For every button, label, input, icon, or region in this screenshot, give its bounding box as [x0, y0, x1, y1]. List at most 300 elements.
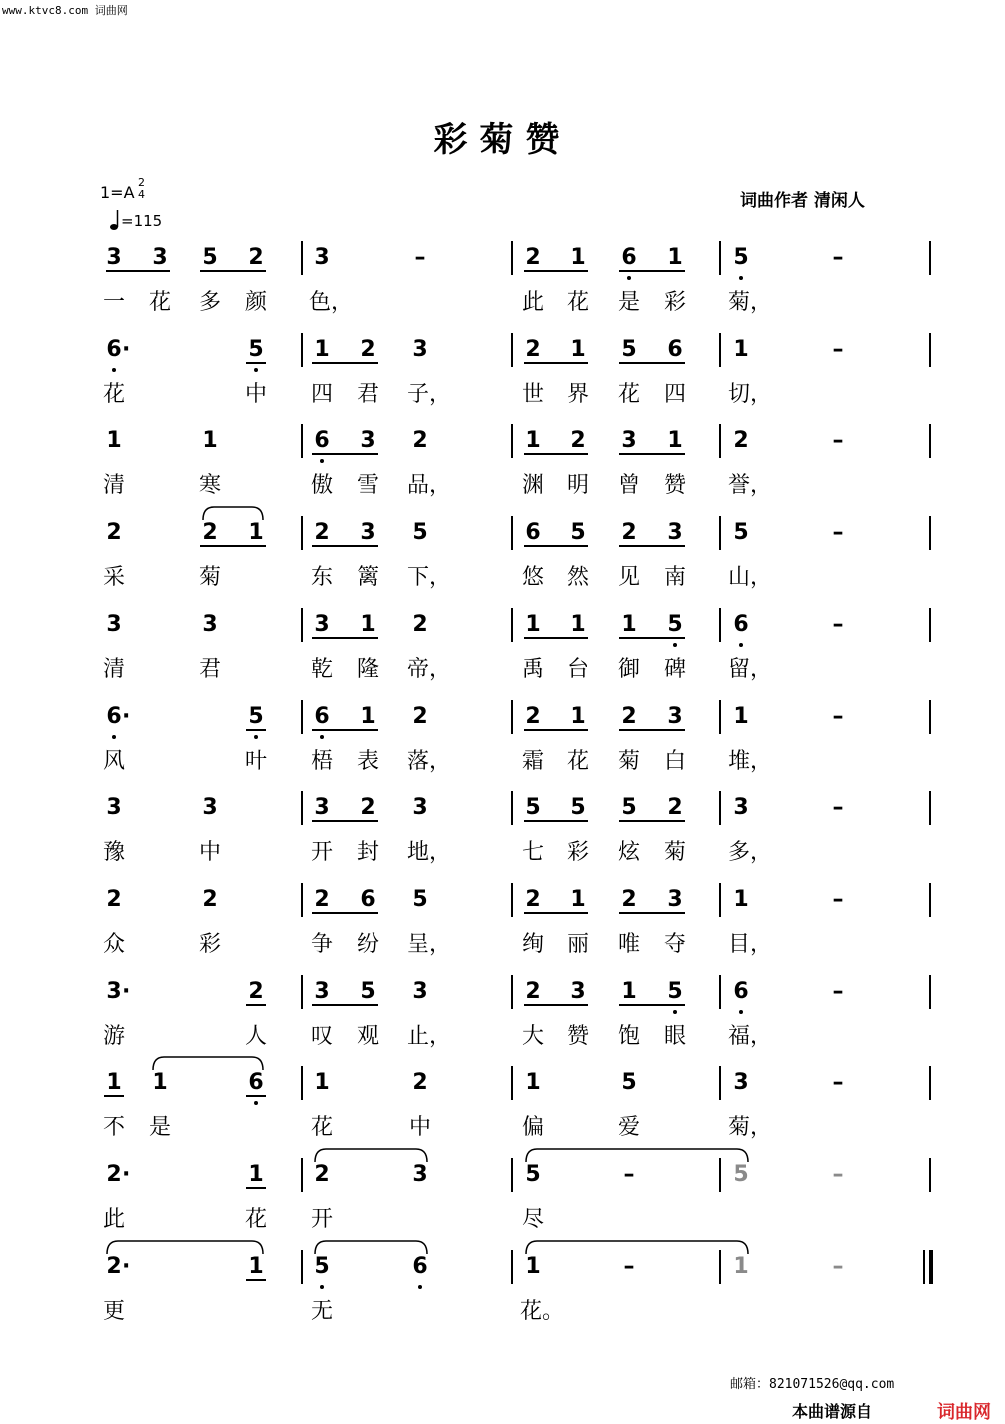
note: 5 [621, 795, 637, 821]
note: 3 [412, 336, 428, 362]
note: 2 [667, 795, 683, 821]
lyric-char: 不 [102, 1115, 125, 1141]
lyric-char: 采 [102, 565, 125, 591]
eighth-underline [619, 362, 685, 364]
lyric-char: 乾 [310, 656, 333, 682]
note: 3 [314, 978, 330, 1004]
note: 5 [570, 795, 586, 821]
slur [525, 1147, 749, 1163]
dash-note: – [832, 245, 844, 270]
eighth-underline [312, 729, 378, 731]
lyric-char: 霜 [521, 748, 544, 774]
lyric-char: 此 [521, 290, 544, 315]
lyric-char: 曾 [617, 473, 640, 499]
barline [929, 516, 931, 550]
lyric-char: 地， [407, 840, 452, 866]
barline [511, 975, 513, 1009]
eighth-underline [312, 453, 378, 455]
eighth-underline [106, 270, 170, 272]
barline [511, 700, 513, 734]
eighth-underline [619, 912, 685, 914]
note: 3 [314, 795, 330, 821]
note: 2 [106, 886, 122, 912]
note: 1 [570, 245, 586, 270]
note: 1 [152, 1070, 168, 1096]
eighth-underline [524, 1004, 588, 1006]
dash-note: – [832, 611, 844, 637]
barline [719, 791, 721, 825]
lyric-char: 渊 [521, 473, 544, 499]
note: 1 [667, 428, 683, 454]
lyric-char: 多 [198, 290, 221, 315]
lyric-char: 君 [356, 381, 379, 407]
eighth-underline [619, 270, 685, 272]
composer-credit: 词曲作者 清闲人 [740, 191, 865, 211]
lyric-char: 目， [728, 931, 773, 957]
note: 3 [621, 428, 637, 454]
note: 1 [106, 428, 122, 454]
lyric-char: 隆 [356, 656, 379, 682]
dash-note: – [832, 703, 844, 729]
barline [929, 608, 931, 642]
note: 3 [314, 245, 330, 270]
note: 6 [412, 1253, 428, 1279]
lyric-char: 颜 [244, 290, 267, 315]
note: 5 [667, 978, 683, 1004]
eighth-underline [619, 637, 685, 639]
note: 2 [360, 795, 376, 821]
quarter-note-icon [110, 209, 120, 231]
lyric-char: 赞 [566, 1023, 589, 1049]
eighth-underline [200, 545, 266, 547]
note: 2 [525, 703, 541, 729]
eighth-underline [524, 270, 588, 272]
lower-octave-dot [739, 276, 743, 280]
final-barline-thick [929, 1250, 933, 1284]
lyric-char: 花。 [520, 1298, 565, 1324]
note: 1 [570, 703, 586, 729]
eighth-underline [312, 545, 378, 547]
lyric-char: 菊 [198, 565, 221, 591]
note: 5 [412, 520, 428, 546]
lyric-char: 炫 [617, 840, 640, 866]
lyric-char: 人 [244, 1023, 267, 1049]
eighth-underline [312, 912, 378, 914]
barline [301, 791, 303, 825]
dash-note: – [832, 428, 844, 454]
eighth-underline [312, 362, 378, 364]
slur [525, 1239, 749, 1255]
eighth-underline [619, 729, 685, 731]
note: 6 [621, 245, 637, 270]
note: 1 [733, 336, 749, 362]
barline [719, 1066, 721, 1100]
lyric-char: 落， [407, 748, 452, 774]
note: 1 [314, 336, 330, 362]
note: 2 [106, 1253, 122, 1279]
note: 2 [621, 886, 637, 912]
lower-octave-dot [254, 735, 258, 739]
lyric-char: 开 [310, 840, 333, 866]
note: 5 [314, 1253, 330, 1279]
lyric-char: 彩 [566, 840, 589, 866]
lyric-char: 花 [102, 381, 125, 407]
note: 5 [733, 245, 749, 270]
barline [301, 333, 303, 367]
barline [719, 700, 721, 734]
lyric-char: 切， [728, 381, 773, 407]
site-logo: 词曲网 [937, 1402, 991, 1423]
note: 6 [106, 336, 122, 362]
barline [719, 1250, 721, 1284]
barline [719, 333, 721, 367]
lyric-char: 丽 [566, 931, 589, 957]
eighth-underline [312, 637, 378, 639]
note: 2 [360, 336, 376, 362]
lyric-char: 赞 [663, 473, 686, 499]
note: 1 [106, 1070, 122, 1096]
eighth-underline [246, 1095, 266, 1097]
eighth-underline [619, 1004, 685, 1006]
slur [314, 1239, 428, 1255]
note: 1 [570, 336, 586, 362]
barline [719, 608, 721, 642]
slur [314, 1147, 428, 1163]
note: 3 [202, 795, 218, 821]
lyric-char: 花 [566, 290, 589, 315]
note: 5 [202, 245, 218, 270]
barline [719, 1158, 721, 1192]
note: 1 [202, 428, 218, 454]
eighth-underline [312, 820, 378, 822]
lyric-char: 界 [566, 381, 589, 407]
lyric-char: 台 [566, 656, 589, 682]
lyric-char: 悠 [521, 565, 544, 591]
note: 6 [360, 886, 376, 912]
note: 6 [248, 1070, 264, 1096]
lyric-char: 争 [310, 931, 333, 957]
barline [301, 516, 303, 550]
lyric-char: 世 [521, 381, 544, 407]
lower-octave-dot [627, 276, 631, 280]
lyric-char: 傲 [310, 473, 333, 499]
note: 5 [360, 978, 376, 1004]
barline [929, 791, 931, 825]
lyric-char: 花 [566, 748, 589, 774]
note: 5 [525, 795, 541, 821]
lyric-char: 花 [148, 290, 171, 315]
barline [301, 1066, 303, 1100]
note: 5 [248, 703, 264, 729]
barline [929, 1158, 931, 1192]
lyric-char: 清 [102, 656, 125, 682]
eighth-underline [524, 729, 588, 731]
eighth-underline [619, 545, 685, 547]
note: 1 [525, 428, 541, 454]
lyric-char: 子， [407, 381, 452, 407]
lyric-char: 山， [728, 565, 773, 591]
lyric-char: 彩 [663, 290, 686, 315]
lyric-char: 尽 [521, 1207, 544, 1232]
eighth-underline [524, 912, 588, 914]
lyric-char: 风 [102, 748, 125, 774]
note: 3 [152, 245, 168, 270]
lyric-char: 四 [310, 381, 333, 407]
eighth-underline [246, 1004, 266, 1006]
lyric-char: 堆， [728, 748, 773, 774]
lyric-char: 南 [663, 565, 686, 591]
note: 2 [621, 520, 637, 546]
augmentation-dot: · [122, 703, 131, 729]
time-bottom: 4 [138, 188, 145, 201]
note: 3 [106, 245, 122, 270]
lyric-char: 七 [521, 840, 544, 866]
note: 1 [621, 978, 637, 1004]
lyric-char: 禹 [521, 656, 544, 682]
lyric-char: 多， [728, 840, 773, 866]
barline [511, 1250, 513, 1284]
eighth-underline [524, 362, 588, 364]
barline [929, 975, 931, 1009]
augmentation-dot: · [122, 1253, 131, 1279]
note: 2 [314, 1162, 330, 1187]
lyric-char: 雪 [356, 473, 379, 499]
contact-email: 邮箱：821071526@qq.com [730, 1377, 895, 1392]
lyric-char: 大 [521, 1023, 544, 1049]
note: 2 [525, 978, 541, 1004]
lyric-char: 是 [617, 290, 640, 315]
barline [301, 700, 303, 734]
note: 1 [248, 520, 264, 546]
lyric-char: 豫 [102, 840, 125, 866]
note: 3 [360, 520, 376, 546]
note: 3 [106, 611, 122, 637]
note: 2 [248, 978, 264, 1004]
lyric-char: 东 [310, 565, 333, 591]
lyric-char: 花 [244, 1207, 267, 1232]
barline [719, 883, 721, 917]
note: 6 [733, 978, 749, 1004]
barline [301, 1250, 303, 1284]
note: 1 [733, 1253, 749, 1279]
eighth-underline [524, 820, 588, 822]
lyric-char: 绚 [521, 931, 544, 957]
eighth-underline [524, 453, 588, 455]
note: 5 [667, 611, 683, 637]
barline [511, 241, 513, 275]
lyric-char: 开 [310, 1207, 333, 1232]
augmentation-dot: · [122, 336, 131, 362]
lyric-char: 爱 [617, 1115, 640, 1141]
note: 1 [570, 886, 586, 912]
note: 1 [314, 1070, 330, 1096]
lyric-char: 花 [310, 1115, 333, 1141]
barline [301, 608, 303, 642]
lyric-char: 中 [244, 381, 267, 407]
lower-octave-dot [320, 1285, 324, 1289]
lyric-char: 纷 [356, 931, 379, 957]
barline [929, 241, 931, 275]
barline [511, 516, 513, 550]
note: 5 [621, 336, 637, 362]
lyric-char: 清 [102, 473, 125, 499]
dash-note: – [832, 886, 844, 912]
note: 1 [525, 611, 541, 637]
slur [152, 1055, 264, 1071]
lyric-char: 篱 [356, 565, 379, 591]
lyric-char: 一 [102, 290, 125, 315]
barline [301, 975, 303, 1009]
site-watermark: www.ktvc8.com 词曲网 [2, 4, 128, 17]
eighth-underline [200, 270, 266, 272]
lyric-char: 帝， [407, 656, 452, 682]
note: 2 [314, 520, 330, 546]
note: 2 [412, 1070, 428, 1096]
dash-note: – [832, 520, 844, 546]
eighth-underline [104, 1095, 124, 1097]
slur [106, 1239, 264, 1255]
note: 5 [570, 520, 586, 546]
eighth-underline [619, 453, 685, 455]
lyric-char: 留， [728, 656, 773, 682]
dash-note: – [623, 1162, 635, 1187]
note: 2 [106, 520, 122, 546]
lower-octave-dot [739, 1010, 743, 1014]
lower-octave-dot [320, 735, 324, 739]
note: 1 [248, 1253, 264, 1279]
dash-note: – [832, 336, 844, 362]
lyric-char: 福， [728, 1023, 773, 1049]
lyric-char: 封 [356, 840, 379, 866]
note: 5 [733, 1162, 749, 1187]
lyric-char: 众 [102, 931, 125, 957]
note: 3 [412, 795, 428, 821]
note: 1 [733, 703, 749, 729]
lyric-char: 寒 [198, 473, 221, 499]
lyric-char: 白 [663, 748, 686, 774]
note: 2 [570, 428, 586, 454]
note: 1 [733, 886, 749, 912]
note: 2 [202, 886, 218, 912]
dash-note: – [414, 245, 426, 270]
lyric-char: 中 [408, 1115, 431, 1141]
eighth-underline [619, 820, 685, 822]
slur [202, 505, 264, 521]
eighth-underline [246, 362, 266, 364]
note: 6 [733, 611, 749, 637]
note: 3 [202, 611, 218, 637]
lyric-char: 碑 [663, 656, 686, 682]
barline [511, 1158, 513, 1192]
barline [511, 424, 513, 458]
dash-note: – [623, 1253, 635, 1279]
lyric-char: 梧 [310, 748, 333, 774]
key-label: 1=A [100, 183, 135, 202]
eighth-underline [246, 1279, 266, 1281]
lyric-char: 偏 [521, 1115, 544, 1141]
note: 2 [412, 611, 428, 637]
note: 3 [412, 978, 428, 1004]
lyric-char: 菊， [728, 290, 773, 315]
lyric-char: 御 [617, 656, 640, 682]
note: 3 [412, 1162, 428, 1187]
eighth-underline [524, 545, 588, 547]
note: 1 [525, 1070, 541, 1096]
tempo-marking: =115 [121, 212, 163, 230]
song-title: 彩菊赞 [433, 120, 572, 160]
lower-octave-dot [739, 643, 743, 647]
note: 6 [314, 428, 330, 454]
barline [719, 975, 721, 1009]
note: 1 [360, 611, 376, 637]
barline [511, 608, 513, 642]
lyric-char: 中 [198, 840, 221, 866]
note: 3 [733, 1070, 749, 1096]
lyric-char: 饱 [617, 1023, 640, 1049]
note: 1 [525, 1253, 541, 1279]
barline [929, 424, 931, 458]
lyric-char: 此 [102, 1207, 125, 1232]
barline [511, 1066, 513, 1100]
barline [929, 333, 931, 367]
note: 3 [570, 978, 586, 1004]
eighth-underline [246, 729, 266, 731]
lyric-char: 叹 [310, 1023, 333, 1049]
lyric-char: 眼 [663, 1023, 686, 1049]
note: 5 [621, 1070, 637, 1096]
lower-octave-dot [673, 1010, 677, 1014]
note: 1 [360, 703, 376, 729]
note: 3 [733, 795, 749, 821]
note: 6 [106, 703, 122, 729]
lyric-char: 品， [407, 473, 452, 499]
note: 5 [525, 1162, 541, 1187]
dash-note: – [832, 1253, 844, 1279]
lyric-char: 见 [617, 565, 640, 591]
lower-octave-dot [254, 1101, 258, 1105]
barline [511, 791, 513, 825]
time-top: 2 [138, 176, 145, 189]
final-barline-thin [923, 1250, 925, 1284]
lyric-char: 是 [148, 1115, 171, 1141]
lower-octave-dot [418, 1285, 422, 1289]
time-signature [138, 177, 145, 201]
key-signature [100, 176, 145, 202]
note: 1 [667, 245, 683, 270]
lyric-char: 菊， [728, 1115, 773, 1141]
lyric-char: 君 [198, 656, 221, 682]
lyric-char: 呈， [407, 931, 452, 957]
barline [929, 700, 931, 734]
lyric-char: 止， [407, 1023, 452, 1049]
barline [719, 424, 721, 458]
lyric-char: 无 [310, 1298, 333, 1324]
note: 2 [621, 703, 637, 729]
source-label: 本曲谱源自 [792, 1402, 873, 1421]
note: 1 [248, 1162, 264, 1187]
lyric-char: 四 [663, 381, 686, 407]
note: 2 [106, 1162, 122, 1187]
note: 5 [412, 886, 428, 912]
barline [511, 333, 513, 367]
note: 3 [314, 611, 330, 637]
note: 2 [202, 520, 218, 546]
note: 2 [525, 245, 541, 270]
note: 3 [667, 886, 683, 912]
note: 3 [667, 703, 683, 729]
barline [929, 1066, 931, 1100]
lyric-char: 夺 [663, 931, 686, 957]
